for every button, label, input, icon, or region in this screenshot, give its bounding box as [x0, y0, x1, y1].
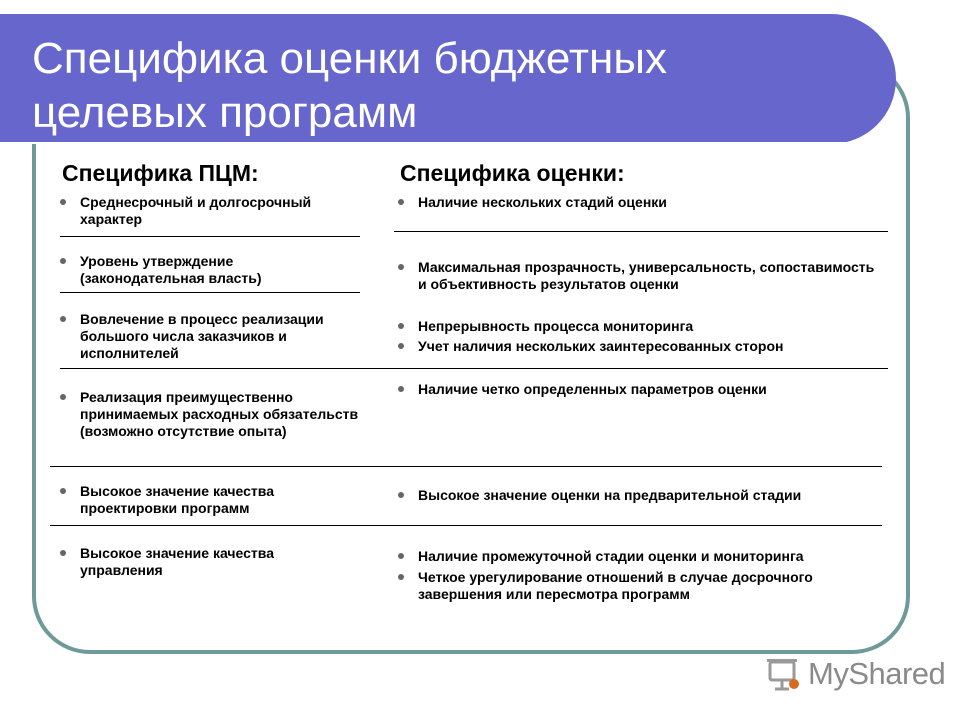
right-list-item [398, 338, 886, 355]
right-item-text: Максимальная прозрачность, универсальность, сопоставимость и объективность результатов оценки [418, 259, 875, 292]
divider [60, 292, 360, 293]
right-item-text: Высокое значение оценки на предварительной стадии [418, 487, 802, 503]
right-list-item [398, 381, 886, 398]
left-list-item [60, 311, 360, 362]
bullet-icon [60, 550, 66, 556]
left-item-text: Высокое значение качества проектировки программ [80, 483, 274, 516]
right-list-item [398, 487, 886, 504]
right-list-item [398, 548, 886, 565]
bullet-icon [398, 492, 404, 498]
bullet-icon [398, 343, 404, 349]
right-list-item [398, 569, 886, 603]
left-list-item [60, 389, 360, 440]
bullet-icon [398, 574, 404, 580]
left-item-text: Вовлечение в процесс реализации большого числа заказчиков и исполнителей [80, 311, 324, 361]
presentation-screen-icon [766, 656, 802, 692]
divider [50, 466, 882, 467]
bullet-icon [60, 316, 66, 322]
divider [60, 236, 360, 237]
divider [50, 525, 882, 526]
right-item-text: Непрерывность процесса мониторинга [418, 318, 694, 334]
left-list-item [60, 194, 360, 228]
bullet-icon [398, 264, 404, 270]
bullet-icon [398, 386, 404, 392]
left-item-text: Уровень утверждение (законодательная власть) [80, 253, 262, 286]
left-column-heading: Специфика ПЦМ: [62, 160, 259, 186]
title-banner [0, 14, 896, 144]
right-item-text: Наличие четко определенных параметров оценки [418, 381, 767, 397]
bullet-icon [398, 553, 404, 559]
left-item-text: Реализация преимущественно принимаемых расходных обязательств (возможно отсутствие опыта) [80, 389, 359, 439]
divider [394, 231, 888, 232]
bullet-icon [60, 199, 66, 205]
bullet-icon [398, 323, 404, 329]
right-list-item [398, 259, 886, 293]
right-item-text: Четкое урегулирование отношений в случае досрочного завершения или пересмотра программ [418, 569, 813, 602]
slide-title: Специфика оценки бюджетных целевых программ [32, 34, 667, 137]
right-list-item [398, 318, 886, 335]
title-underline [0, 142, 848, 144]
left-item-text: Среднесрочный и долгосрочный характер [80, 194, 312, 227]
bullet-icon [60, 394, 66, 400]
bullet-icon [60, 258, 66, 264]
left-list-item [60, 545, 360, 579]
watermark-brand: MyShared [808, 656, 946, 691]
watermark-logo [766, 654, 945, 694]
left-list-item [60, 483, 360, 517]
divider [60, 368, 888, 369]
right-item-text: Наличие нескольких стадий оценки [418, 194, 667, 210]
bullet-icon [398, 199, 404, 205]
bullet-icon [60, 488, 66, 494]
right-column-heading: Специфика оценки: [400, 160, 625, 186]
right-item-text: Наличие промежуточной стадии оценки и мониторинга [418, 548, 804, 564]
left-item-text: Высокое значение качества управления [80, 545, 274, 578]
left-list-item [60, 253, 360, 287]
right-list-item [398, 194, 886, 211]
right-item-text: Учет наличия нескольких заинтересованных сторон [418, 338, 784, 354]
